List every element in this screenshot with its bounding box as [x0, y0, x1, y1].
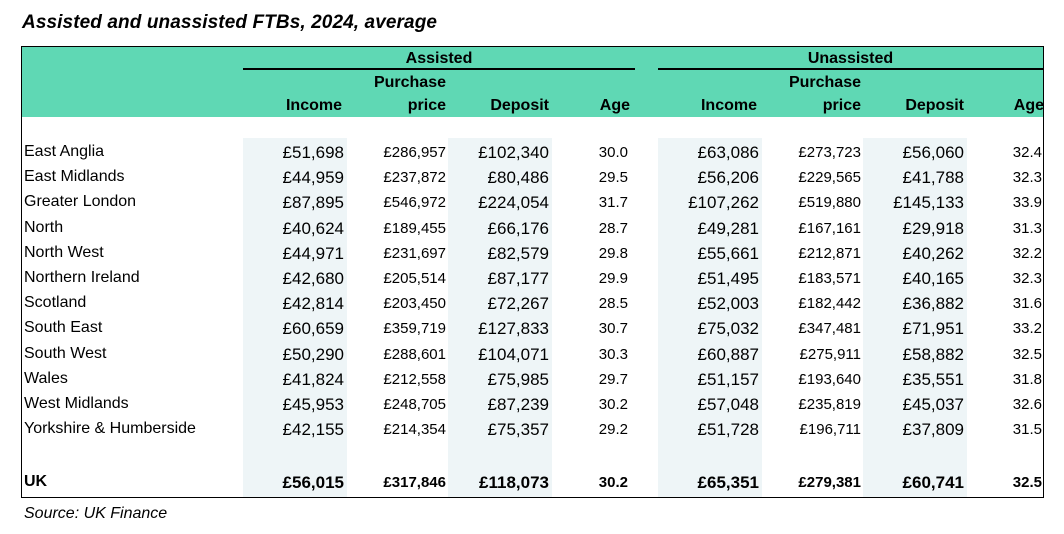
uk-total-cell-a-age: 30.2: [598, 474, 628, 491]
row-cell-a-price: £214,354: [383, 421, 446, 439]
col-header-assisted-purchase-2: price: [407, 97, 446, 114]
row-cell-u-deposit: £41,788: [902, 168, 964, 188]
row-cell-region: Wales: [24, 369, 68, 387]
col-header-unassisted-purchase-2: price: [822, 97, 861, 114]
uk-total-cell-a-price: £317,846: [383, 474, 446, 491]
row-cell-region: South West: [24, 344, 107, 362]
row-cell-a-price: £286,957: [383, 144, 446, 161]
row-cell-a-income: £44,959: [282, 168, 344, 188]
row-cell-a-income: £42,155: [282, 420, 344, 440]
row-cell-u-price: £347,481: [798, 320, 861, 338]
col-header-unassisted-deposit: Deposit: [905, 97, 964, 114]
row-cell-u-age: 33.2: [1012, 320, 1042, 338]
row-cell-u-income: £56,206: [697, 168, 759, 188]
row-cell-u-price: £193,640: [798, 370, 861, 388]
row-cell-a-income: £42,680: [282, 269, 344, 288]
row-cell-u-deposit: £56,060: [902, 143, 964, 162]
group-header-unassisted: Unassisted: [807, 50, 894, 67]
row-cell-a-income: £42,814: [282, 294, 344, 314]
row-cell-u-age: 32.2: [1012, 244, 1042, 262]
col-header-assisted-income: Income: [285, 97, 342, 114]
row-cell-a-deposit: £75,985: [487, 369, 549, 389]
row-cell-a-age: 28.5: [598, 295, 628, 313]
row-cell-a-income: £60,659: [282, 319, 344, 339]
row-cell-u-age: 32.3: [1012, 169, 1042, 187]
uk-total-cell-u-income: £65,351: [697, 473, 759, 492]
row-cell-u-price: £182,442: [798, 295, 861, 313]
group-underline-unassisted: [658, 68, 1043, 70]
row-cell-region: North: [24, 218, 64, 236]
row-cell-a-age: 30.2: [598, 396, 628, 413]
row-cell-a-income: £40,624: [282, 218, 344, 238]
row-cell-u-price: £167,161: [798, 219, 861, 237]
row-cell-region: East Midlands: [24, 168, 125, 186]
row-cell-a-age: 29.7: [598, 370, 628, 388]
col-header-unassisted-income: Income: [700, 97, 757, 114]
row-cell-region: North West: [24, 243, 104, 261]
row-cell-u-age: 31.5: [1012, 421, 1042, 439]
uk-total-cell-u-price: £279,381: [798, 474, 861, 491]
row-cell-region: East Anglia: [24, 143, 105, 160]
row-cell-a-deposit: £75,357: [487, 420, 549, 440]
uk-total-cell-u-age: 32.5: [1012, 474, 1042, 491]
row-cell-u-age: 32.3: [1012, 270, 1042, 287]
row-cell-u-age: 31.6: [1012, 295, 1042, 313]
row-cell-a-income: £45,953: [282, 395, 344, 414]
row-cell-u-income: £49,281: [697, 218, 759, 238]
row-cell-a-age: 28.7: [598, 219, 628, 237]
row-cell-u-income: £63,086: [697, 143, 759, 162]
row-cell-a-age: 30.3: [598, 345, 628, 363]
row-cell-u-deposit: £145,133: [893, 193, 964, 213]
row-cell-u-age: 31.8: [1012, 370, 1042, 388]
row-cell-a-price: £231,697: [383, 244, 446, 262]
row-cell-region: South East: [24, 319, 103, 337]
row-cell-u-price: £275,911: [799, 345, 861, 363]
uk-total-cell-a-income: £56,015: [282, 473, 344, 492]
row-cell-a-price: £288,601: [383, 345, 446, 363]
row-cell-u-deposit: £35,551: [902, 369, 964, 389]
row-cell-u-deposit: £29,918: [902, 218, 964, 238]
uk-total-cell-u-deposit: £60,741: [902, 473, 964, 492]
row-cell-u-deposit: £58,882: [902, 344, 964, 364]
row-cell-a-deposit: £224,054: [478, 193, 549, 213]
row-cell-u-price: £183,571: [798, 270, 861, 287]
row-cell-u-income: £55,661: [697, 243, 759, 263]
row-cell-a-price: £203,450: [383, 295, 446, 313]
uk-total-cell-a-deposit: £118,073: [479, 473, 549, 492]
row-cell-a-deposit: £80,486: [487, 168, 549, 188]
row-cell-a-price: £205,514: [383, 270, 446, 287]
row-cell-u-income: £51,495: [697, 269, 759, 288]
row-cell-a-deposit: £72,267: [487, 294, 549, 314]
row-cell-u-price: £229,565: [798, 169, 861, 187]
row-cell-u-income: £51,728: [697, 420, 759, 440]
row-cell-u-income: £107,262: [688, 193, 759, 213]
row-cell-a-income: £44,971: [282, 243, 344, 263]
col-header-unassisted-purchase-1: Purchase: [788, 74, 861, 91]
row-cell-a-age: 30.7: [598, 320, 628, 338]
row-cell-a-age: 29.5: [598, 169, 628, 187]
row-cell-a-price: £248,705: [383, 396, 446, 413]
row-cell-u-price: £519,880: [798, 194, 861, 212]
row-cell-a-income: £51,698: [282, 143, 344, 162]
row-cell-a-income: £41,824: [282, 369, 344, 389]
row-cell-u-age: 32.4: [1012, 144, 1042, 161]
row-cell-a-deposit: £66,176: [487, 218, 549, 238]
group-header-assisted: Assisted: [405, 50, 473, 67]
row-cell-u-deposit: £37,809: [902, 420, 964, 440]
row-cell-region: Scotland: [24, 294, 87, 312]
row-cell-u-income: £52,003: [697, 294, 759, 314]
table-title: Assisted and unassisted FTBs, 2024, average: [22, 12, 438, 33]
row-cell-a-deposit: £87,177: [487, 269, 549, 288]
row-cell-a-price: £237,872: [383, 169, 446, 187]
row-cell-u-age: 31.3: [1012, 219, 1042, 237]
group-underline-assisted: [243, 68, 635, 70]
row-cell-region: Yorkshire & Humberside: [24, 420, 196, 438]
row-cell-a-price: £212,558: [383, 370, 446, 388]
row-cell-region: West Midlands: [24, 395, 129, 412]
col-header-assisted-purchase-1: Purchase: [373, 74, 446, 91]
source-note: Source: UK Finance: [24, 505, 168, 522]
row-cell-region: Greater London: [24, 193, 137, 211]
row-cell-a-deposit: £87,239: [487, 395, 549, 414]
row-cell-u-deposit: £40,262: [902, 243, 964, 263]
col-header-unassisted-age: Age: [1013, 97, 1044, 114]
col-header-assisted-age: Age: [599, 97, 630, 114]
row-cell-a-income: £87,895: [282, 193, 344, 213]
row-cell-u-price: £273,723: [798, 144, 861, 161]
row-cell-u-age: 32.6: [1012, 396, 1042, 413]
row-cell-a-age: 29.9: [598, 270, 628, 287]
row-cell-u-income: £51,157: [697, 369, 759, 389]
row-cell-u-income: £60,887: [697, 344, 759, 364]
row-cell-a-deposit: £82,579: [487, 243, 549, 263]
row-cell-a-deposit: £127,833: [478, 319, 549, 339]
row-cell-a-price: £359,719: [383, 320, 446, 338]
row-cell-u-income: £57,048: [697, 395, 759, 414]
col-header-assisted-deposit: Deposit: [490, 97, 549, 114]
row-cell-a-deposit: £102,340: [478, 143, 549, 162]
row-cell-a-price: £189,455: [383, 219, 446, 237]
row-cell-u-price: £196,711: [799, 421, 861, 439]
row-cell-u-income: £75,032: [697, 319, 759, 339]
row-cell-u-deposit: £40,165: [902, 269, 964, 288]
row-cell-u-deposit: £45,037: [902, 395, 964, 414]
row-cell-u-age: 32.5: [1012, 345, 1042, 363]
row-cell-a-age: 29.2: [598, 421, 628, 439]
uk-total-cell-region: UK: [24, 473, 48, 490]
row-cell-u-price: £212,871: [798, 244, 861, 262]
row-cell-a-age: 31.7: [598, 194, 628, 212]
row-cell-a-age: 30.0: [598, 144, 628, 161]
row-cell-u-deposit: £71,951: [902, 319, 964, 339]
row-cell-u-deposit: £36,882: [902, 294, 964, 314]
row-cell-u-age: 33.9: [1012, 194, 1042, 212]
row-cell-a-age: 29.8: [598, 244, 628, 262]
row-cell-a-price: £546,972: [383, 194, 446, 212]
row-cell-a-income: £50,290: [282, 344, 344, 364]
row-cell-a-deposit: £104,071: [478, 344, 549, 364]
row-cell-u-price: £235,819: [798, 396, 861, 413]
row-cell-region: Northern Ireland: [24, 269, 140, 286]
